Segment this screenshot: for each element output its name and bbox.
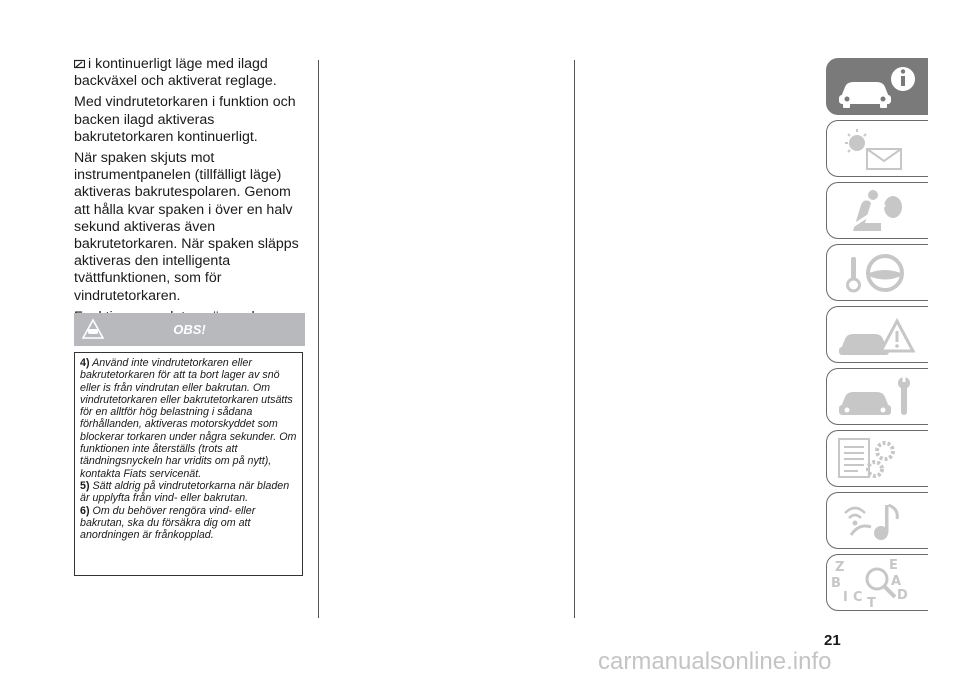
tab-dashboard-lights[interactable] (826, 120, 928, 177)
tab-emergency[interactable] (826, 306, 928, 363)
index-letter-i: I (843, 590, 848, 605)
tab-maintenance[interactable] (826, 368, 928, 425)
note-number: 6) (80, 504, 90, 517)
dashboard-lights-icon (827, 121, 929, 178)
watermark: carmanualsonline.info (598, 648, 832, 675)
index-letter-t: T (867, 596, 876, 611)
note-text: Använd inte vindrutetorkaren eller bakrutetorkaren för att ta bort lager av snö eller is från vindrutan eller bakrutan. Om vindrutetorkaren eller bakrutetorkaren utsätts för en alltför hög belastning i sådana förhållanden, aktiveras motorskyddet som blockerar torkaren under några sekunder. Om funktionen inte återställs (trots att tändningsnyckeln har vridits om på nytt), kontakta Fiats servicenät. (80, 357, 297, 480)
page-number: 21 (824, 632, 841, 649)
obs-header (74, 313, 305, 346)
paragraph-1 (74, 56, 310, 90)
column-divider-left (318, 60, 319, 618)
alphabetical-index-icon (827, 555, 929, 612)
body-text-column (74, 56, 310, 347)
tab-getting-to-know-car[interactable] (826, 58, 928, 115)
index-letter-z: Z (835, 560, 845, 575)
index-letter-c: C (853, 590, 863, 605)
note-text: Om du behöver rengöra vind- eller bakrutan, ska du försäkra dig om att anordningen är frånkopplad. (80, 504, 256, 542)
tab-multimedia[interactable] (826, 492, 928, 549)
note-number: 5) (80, 479, 90, 492)
column-divider-right (574, 60, 575, 618)
index-letter-b: B (831, 576, 841, 591)
tab-starting-driving[interactable] (826, 244, 928, 301)
obs-title: OBS! (173, 322, 206, 337)
tab-index[interactable] (826, 554, 928, 611)
rear-wiper-symbol-icon (74, 59, 85, 69)
airbag-seat-icon (827, 183, 929, 240)
key-steering-wheel-icon (827, 245, 929, 302)
index-letter-e: E (889, 558, 898, 573)
tab-technical-data[interactable] (826, 430, 928, 487)
technical-data-gear-icon (827, 431, 929, 488)
car-wrench-icon (827, 369, 929, 426)
paragraph-2: Med vindrutetorkaren i funktion och backen ilagd aktiveras bakrutetorkaren kontinuerligt. (74, 94, 296, 145)
obs-note-6 (80, 505, 297, 542)
obs-note-5 (80, 480, 297, 505)
paragraph-1-text: i kontinuerligt läge med ilagd backväxel och aktiverat reglage. (74, 56, 277, 90)
note-text: Sätt aldrig på vindrutetorkarna när bladen är upplyfta från vind- eller bakrutan. (80, 479, 290, 505)
obs-notes-box (74, 352, 303, 576)
obs-note-4 (80, 357, 297, 480)
multimedia-music-icon (827, 493, 929, 550)
note-number: 4) (80, 357, 90, 369)
paragraph-3: När spaken skjuts mot instrumentpanelen (tillfälligt läge) aktiveras bakrutespolaren. Genom att hålla kvar spaken i över en halv sekund aktiveras även bakrutetorkaren. När spaken släpps aktiveras den intelligenta tvättfunktionen, som för vindrutetorkaren. (74, 150, 299, 304)
tab-safety[interactable] (826, 182, 928, 239)
index-letter-a: A (891, 574, 902, 589)
index-letter-d: D (897, 588, 908, 603)
car-warning-triangle-icon (827, 307, 929, 364)
car-info-icon (827, 59, 929, 116)
